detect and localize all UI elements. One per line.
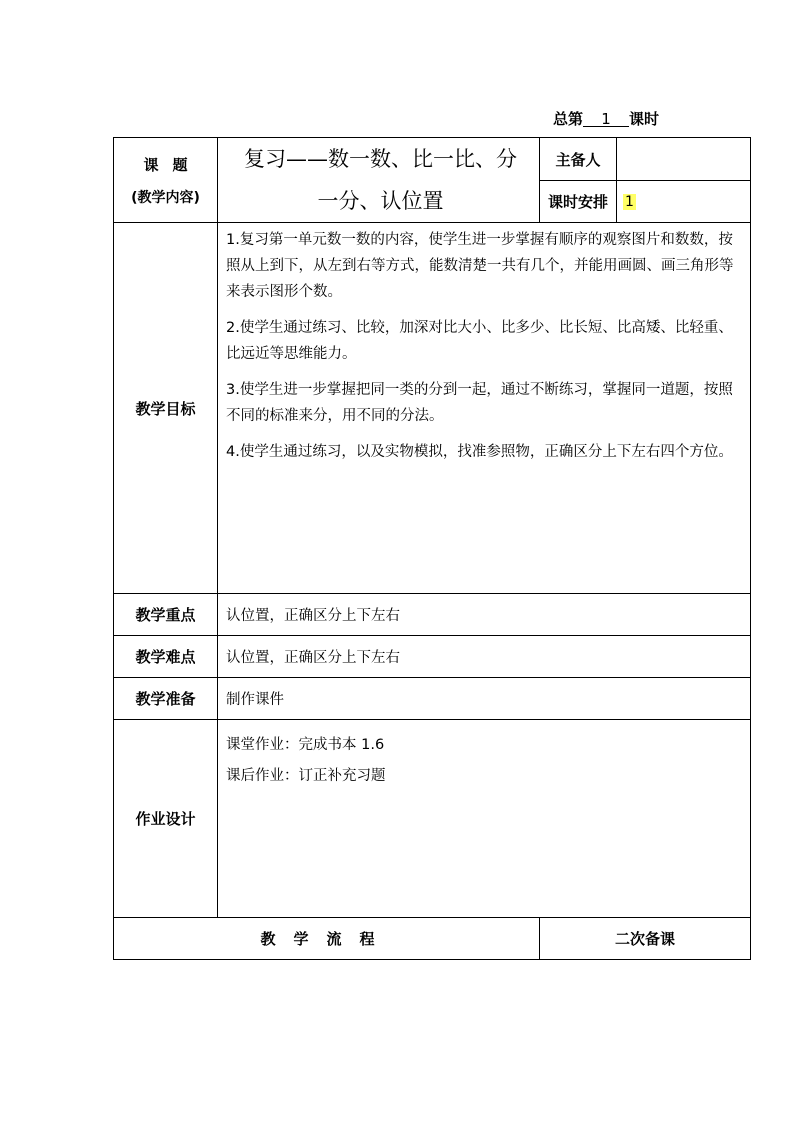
preparation-label: 教学准备 <box>114 678 218 720</box>
lesson-title-cell <box>218 138 540 223</box>
teaching-flow-header: 教学流程 <box>114 918 540 960</box>
homework-after-class: 课后作业：订正补充习题 <box>226 768 386 784</box>
second-prep-header: 二次备课 <box>540 918 751 960</box>
preparer-label: 主备人 <box>540 138 617 181</box>
objective-item: 3.使学生进一步掌握把同一类的分到一起，通过不断练习，掌握同一道题，按照不同的标准来分，用不同的分法。 <box>226 382 733 424</box>
lesson-title-line1: 复习——数一数、比一比、分 <box>244 147 517 171</box>
key-points-value: 认位置，正确区分上下左右 <box>218 594 751 636</box>
objective-item: 4.使学生通过练习，以及实物模拟，找准参照物，正确区分上下左右四个方位。 <box>226 444 733 460</box>
lesson-plan-table <box>113 137 751 960</box>
schedule-label: 课时安排 <box>540 181 617 223</box>
lesson-counter-suffix: 课时 <box>629 110 660 128</box>
homework-class-work: 课堂作业：完成书本 1.6 <box>226 737 385 753</box>
preparation-value: 制作课件 <box>218 678 751 720</box>
homework-label: 作业设计 <box>114 720 218 918</box>
key-points-label: 教学重点 <box>114 594 218 636</box>
homework-cell <box>218 720 751 918</box>
lesson-number: 1 <box>583 112 629 127</box>
lesson-counter <box>553 108 659 129</box>
title-label-sub: (教学内容) <box>131 189 200 206</box>
title-label: 课题 <box>143 155 202 174</box>
lesson-title-line2: 一分、认位置 <box>317 189 444 213</box>
objective-item: 1.复习第一单元数一数的内容，使学生进一步掌握有顺序的观察图片和数数，按照从上到下，从左到右等方式，能数清楚一共有几个，并能用画圆、画三角形等来表示图形个数。 <box>226 232 734 300</box>
lesson-counter-prefix: 总第 <box>553 110 584 128</box>
difficulties-value: 认位置，正确区分上下左右 <box>218 636 751 678</box>
objectives-label: 教学目标 <box>114 223 218 594</box>
title-label-cell <box>114 138 218 223</box>
objective-item: 2.使学生通过练习、比较，加深对比大小、比多少、比长短、比高矮、比轻重、比远近等思维能力。 <box>226 320 733 362</box>
preparer-value <box>617 138 751 181</box>
difficulties-label: 教学难点 <box>114 636 218 678</box>
objectives-cell <box>218 223 751 594</box>
schedule-value-cell <box>617 181 751 223</box>
schedule-value: 1 <box>625 193 634 210</box>
